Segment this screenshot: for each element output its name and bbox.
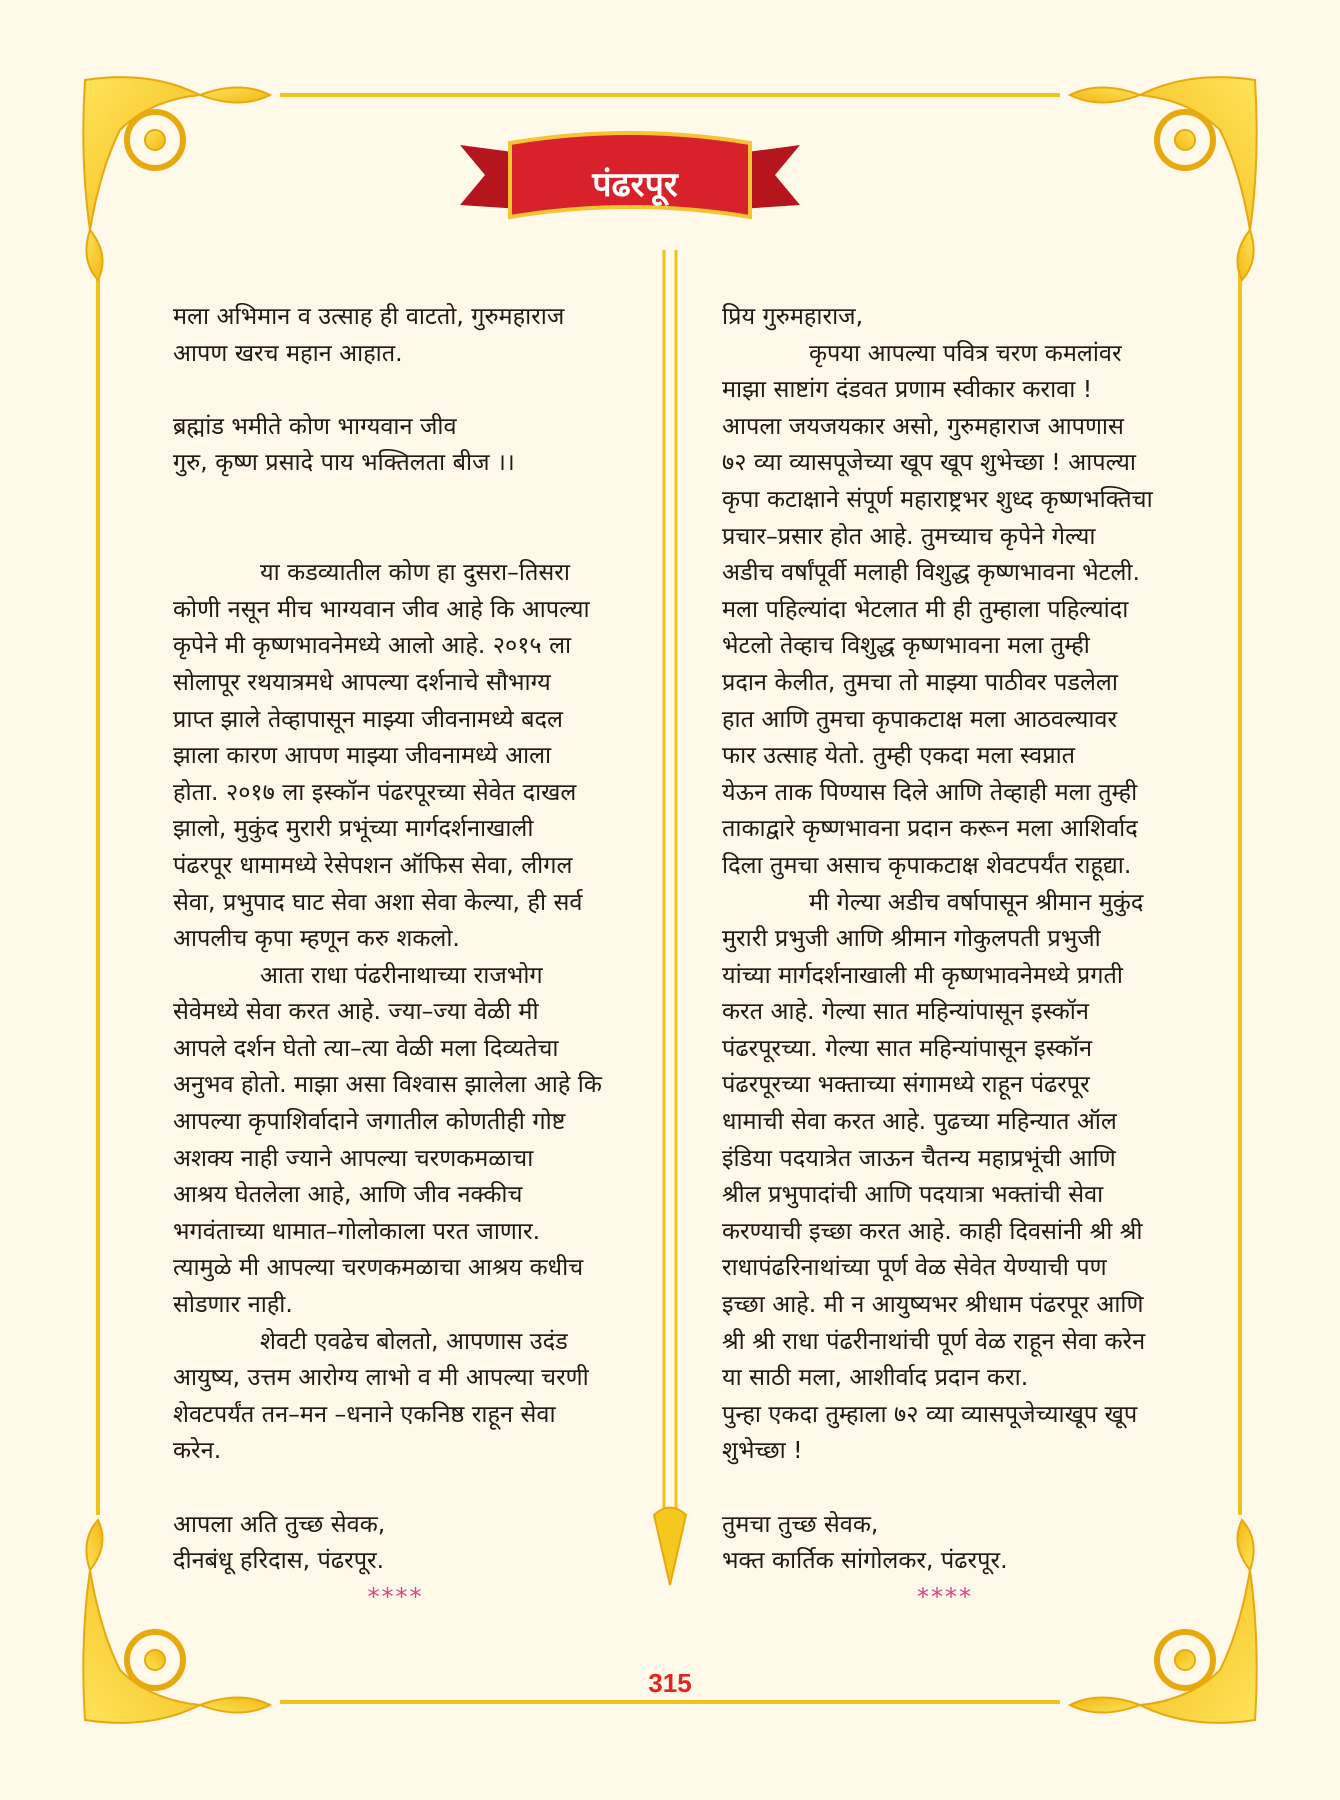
- signature-line: तुमचा तुच्छ सेवक,: [722, 1509, 879, 1538]
- text-line: प्रचार–प्रसार होत आहे. तुमच्याच कृपेने गेल्या: [722, 521, 1096, 550]
- text-line: शेवटपर्यंत तन–मन –धनाने एकनिष्ठ राहून सेवा: [173, 1399, 556, 1428]
- text-line: पंढरपूर धामामध्ये रेसेपशन ऑफिस सेवा, लीगल: [173, 850, 573, 879]
- right-column: [722, 298, 1168, 1615]
- text-line: मुरारी प्रभुजी आणि श्रीमान गोकुलपती प्रभुजी: [722, 924, 1101, 953]
- text-line: सोडणार नाही.: [173, 1290, 293, 1319]
- text-line: कृपा कटाक्षाने संपूर्ण महाराष्ट्रभर शुध्द कृष्णभक्तिचा: [722, 484, 1153, 513]
- text-line: पुन्हा एकदा तुम्हाला ७२ व्या व्यासपूजेच्याखूप खूप: [722, 1399, 1138, 1428]
- text-line: येऊन ताक पिण्यास दिले आणि तेव्हाही मला तुम्ही: [722, 777, 1138, 806]
- text-line: करेन.: [173, 1436, 222, 1465]
- text-line: अशक्य नाही ज्याने आपल्या चरणकमळाचा: [173, 1143, 534, 1172]
- text-line: आपले दर्शन घेतो त्या–त्या वेळी मला दिव्यतेचा: [173, 1033, 559, 1062]
- text-line: धामाची सेवा करत आहे. पुढच्या महिन्यात ऑल: [722, 1107, 1117, 1136]
- text-line: आपला जयजयकार असो, गुरुमहाराज आपणास: [722, 411, 1124, 440]
- text-line: आयुष्य, उत्तम आरोग्य लाभो व मी आपल्या चरणी: [173, 1363, 589, 1392]
- blank-line: [722, 1469, 1168, 1506]
- text-line: सेवा, प्रभुपाद घाट सेवा अशा सेवा केल्या, ही सर्व: [173, 887, 583, 916]
- text-line: मी गेल्या अडीच वर्षापासून श्रीमान मुकुंद: [809, 887, 1144, 916]
- text-line: कृपेने मी कृष्णभावनेमध्ये आलो आहे. २०१५ ला: [173, 631, 572, 660]
- text-line: करत आहे. गेल्या सात महिन्यांपासून इस्कॉन: [722, 997, 1089, 1026]
- text-line: ताकाद्वारे कृष्णभावना प्रदान करून मला आशिर्वाद: [722, 814, 1138, 843]
- text-line: कोणी नसून मीच भाग्यवान जीव आहे कि आपल्या: [173, 594, 590, 623]
- text-line: माझा साष्टांग दंडवत प्रणाम स्वीकार करावा !: [722, 375, 1093, 404]
- corner-ornament-top-left-icon: [83, 77, 270, 280]
- blank-line: [173, 518, 618, 555]
- text-line: आता राधा पंढरीनाथाच्या राजभोग: [260, 960, 543, 989]
- text-line: होता. २०१७ ला इस्कॉन पंढरपूरच्या सेवेत दाखल: [173, 777, 577, 806]
- text-line: अडीच वर्षांपूर्वी मलाही विशुद्ध कृष्णभावना भेटली.: [722, 558, 1140, 587]
- text-line: पंढरपूरच्या. गेल्या सात महिन्यांपासून इस्कॉन: [722, 1033, 1093, 1062]
- text-line: मला अभिमान व उत्साह ही वाटतो, गुरुमहाराज: [173, 302, 565, 330]
- text-line: शुभेच्छा !: [722, 1436, 803, 1465]
- signature-line: आपला अति तुच्छ सेवक,: [173, 1509, 386, 1538]
- text-line: श्री श्री राधा पंढरीनाथांची पूर्ण वेळ राहून सेवा करेन: [722, 1326, 1146, 1355]
- text-line: शेवटी एवढेच बोलतो, आपणास उदंड: [260, 1326, 568, 1355]
- blank-line: [173, 481, 618, 518]
- stars-separator: ****: [367, 1582, 424, 1611]
- text-line: दिला तुमचा असाच कृपाकटाक्ष शेवटपर्यंत राहूद्या.: [722, 850, 1132, 879]
- text-line: ब्रह्मांड भमीते कोण भाग्यवान जीव: [173, 411, 457, 440]
- blank-line: [173, 1469, 618, 1506]
- text-line: राधापंढरिनाथांच्या पूर्ण वेळ सेवेत येण्याची पण: [722, 1253, 1107, 1282]
- page-number: 315: [648, 1668, 692, 1698]
- text-line: झालो, मुकुंद मुरारी प्रभूंच्या मार्गदर्शनाखाली: [173, 814, 534, 843]
- text-line: प्रदान केलीत, तुमचा तो माझ्या पाठीवर पडलेला: [722, 667, 1118, 696]
- text-line: भेटलो तेव्हाच विशुद्ध कृष्णभावना मला तुम्ही: [722, 631, 1090, 660]
- stars-separator: ****: [917, 1582, 973, 1611]
- text-line: भगवंताच्या धामात–गोलोकाला परत जाणार.: [173, 1216, 541, 1245]
- text-line: त्यामुळे मी आपल्या चरणकमळाचा आश्रय कधीच: [173, 1253, 584, 1282]
- text-line: आपलीच कृपा म्हणून करु शकलो.: [173, 924, 460, 953]
- text-line: सोलापूर रथयात्रमधे आपल्या दर्शनाचे सौभाग्य: [173, 667, 551, 696]
- corner-ornament-top-right-icon: [1070, 77, 1257, 280]
- text-line: मला पहिल्यांदा भेटलात मी ही तुम्हाला पहिल्यांदा: [722, 594, 1129, 623]
- text-line: गुरु, कृष्ण प्रसादे पाय भक्तिलता बीज ।।: [173, 448, 515, 477]
- blank-line: [173, 371, 618, 408]
- text-line: ७२ व्या व्यासपूजेच्या खूप खूप शुभेच्छा ! आपल्या: [722, 448, 1137, 477]
- page-title: पंढरपूर: [592, 165, 678, 205]
- text-line: आपल्या कृपाशिर्वादाने जगातील कोणतीही गोष्ट: [173, 1107, 566, 1136]
- text-line: यांच्या मार्गदर्शनाखाली मी कृष्णभावनेमध्ये प्रगती: [722, 960, 1123, 989]
- left-column: [173, 298, 618, 1615]
- text-line: आपण खरच महान आहात.: [173, 338, 403, 367]
- text-line: अनुभव होतो. माझा असा विश्वास झालेला आहे कि: [173, 1070, 602, 1099]
- text-line: करण्याची इच्छा करत आहे. काही दिवसांनी श्री श्री: [722, 1216, 1143, 1245]
- text-line: या साठी मला, आशीर्वाद प्रदान करा.: [722, 1363, 1029, 1392]
- column-divider-icon: [640, 250, 700, 1595]
- text-line: कृपया आपल्या पवित्र चरण कमलांवर: [809, 338, 1122, 367]
- text-line: हात आणि तुमचा कृपाकटाक्ष मला आठवल्यावर: [722, 704, 1118, 733]
- text-line: इच्छा आहे. मी न आयुष्यभर श्रीधाम पंढरपूर आणि: [722, 1290, 1144, 1319]
- text-line: झाला कारण आपण माझ्या जीवनामध्ये आला: [173, 741, 552, 770]
- text-line: श्रील प्रभुपादांची आणि पदयात्रा भक्तांची सेवा: [722, 1180, 1104, 1209]
- text-line: प्राप्त झाले तेव्हापासून माझ्या जीवनामध्ये बदल: [173, 704, 563, 733]
- signature-line: दीनबंधू हरिदास, पंढरपूर.: [173, 1546, 385, 1575]
- text-line: प्रिय गुरुमहाराज,: [722, 302, 864, 330]
- text-line: आश्रय घेतलेला आहे, आणि जीव नक्कीच: [173, 1180, 523, 1209]
- text-line: इंडिया पदयात्रेत जाऊन चैतन्य महाप्रभूंची आणि: [722, 1143, 1116, 1172]
- text-line: फार उत्साह येतो. तुम्ही एकदा मला स्वप्नात: [722, 741, 1076, 770]
- signature-line: भक्त कार्तिक सांगोलकर, पंढरपूर.: [722, 1546, 1008, 1575]
- text-line: या कडव्यातील कोण हा दुसरा–तिसरा: [260, 558, 570, 587]
- text-line: पंढरपूरच्या भक्ताच्या संगामध्ये राहून पंढरपूर: [722, 1070, 1090, 1099]
- text-line: सेवेमध्ये सेवा करत आहे. ज्या–ज्या वेळी मी: [173, 997, 539, 1026]
